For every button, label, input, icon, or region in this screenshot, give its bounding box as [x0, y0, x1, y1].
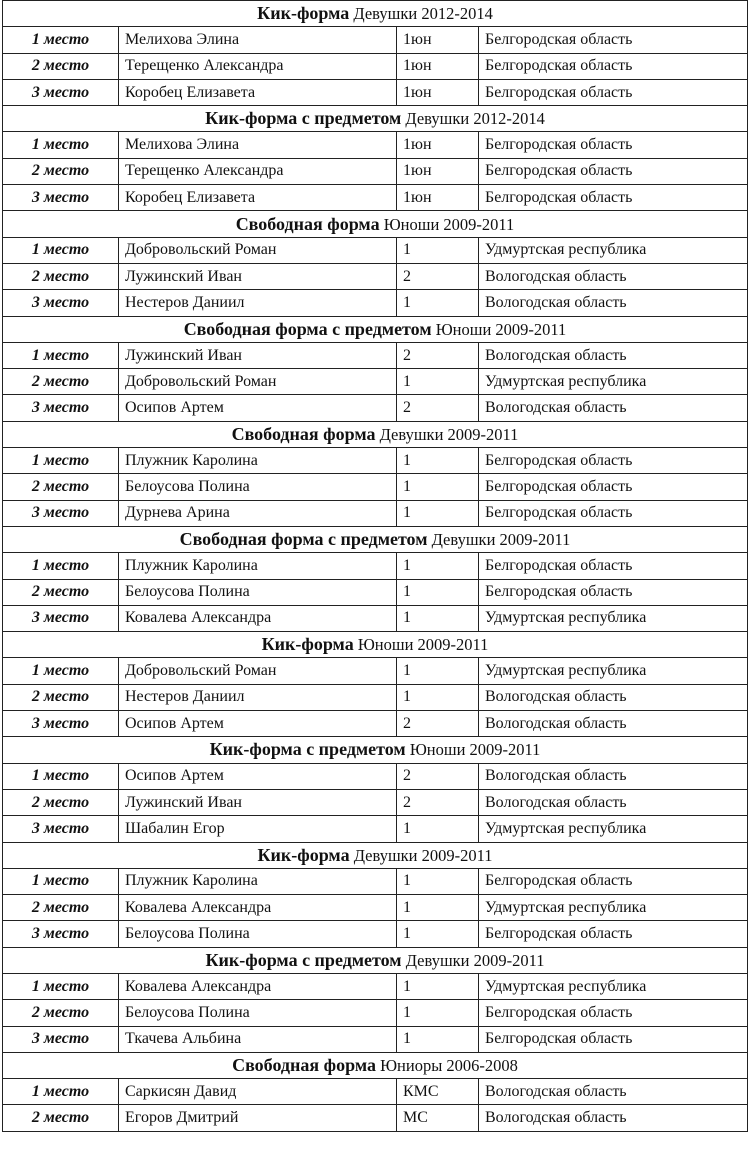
place-cell: 1 место	[3, 1079, 119, 1105]
category-header-row	[3, 947, 748, 973]
result-row	[3, 1105, 748, 1131]
result-row	[3, 1000, 748, 1026]
sport-rank-cell: 1	[397, 290, 479, 316]
sport-rank-cell: 2	[397, 342, 479, 368]
athlete-name-cell: Лужинский Иван	[119, 342, 397, 368]
athlete-name-cell: Белоусова Полина	[119, 921, 397, 947]
place-cell: 1 место	[3, 658, 119, 684]
region-cell: Удмуртская республика	[479, 973, 748, 999]
place-cell: 2 место	[3, 684, 119, 710]
place-cell: 3 место	[3, 79, 119, 105]
sport-rank-cell: 1	[397, 973, 479, 999]
region-cell: Белгородская область	[479, 1026, 748, 1052]
place-cell: 3 место	[3, 1026, 119, 1052]
result-row	[3, 237, 748, 263]
category-group: Юноши 2009-2011	[409, 740, 541, 760]
result-row	[3, 263, 748, 289]
athlete-name-cell: Терещенко Александра	[119, 158, 397, 184]
sport-rank-cell: МС	[397, 1105, 479, 1131]
category-header-row	[3, 1052, 748, 1078]
place-cell: 1 место	[3, 973, 119, 999]
category-header	[3, 316, 748, 342]
athlete-name-cell: Коробец Елизавета	[119, 79, 397, 105]
region-cell: Белгородская область	[479, 185, 748, 211]
result-row	[3, 789, 748, 815]
region-cell: Удмуртская республика	[479, 237, 748, 263]
athlete-name-cell: Плужник Каролина	[119, 448, 397, 474]
region-cell: Удмуртская республика	[479, 658, 748, 684]
place-cell: 2 место	[3, 789, 119, 815]
category-header	[3, 1052, 748, 1078]
athlete-name-cell: Дурнева Арина	[119, 500, 397, 526]
athlete-name-cell: Егоров Дмитрий	[119, 1105, 397, 1131]
region-cell: Вологодская область	[479, 395, 748, 421]
place-cell: 2 место	[3, 158, 119, 184]
category-title: Кик-форма с предметом	[205, 949, 402, 970]
category-header-row	[3, 737, 748, 763]
region-cell: Белгородская область	[479, 500, 748, 526]
region-cell: Вологодская область	[479, 684, 748, 710]
category-group: Юноши 2009-2011	[435, 319, 567, 339]
athlete-name-cell: Нестеров Даниил	[119, 684, 397, 710]
place-cell: 2 место	[3, 895, 119, 921]
place-cell: 3 место	[3, 605, 119, 631]
category-header-row	[3, 421, 748, 447]
sport-rank-cell: 1	[397, 369, 479, 395]
category-title: Свободная форма с предметом	[179, 529, 428, 550]
athlete-name-cell: Ковалева Александра	[119, 605, 397, 631]
region-cell: Белгородская область	[479, 158, 748, 184]
category-header	[3, 421, 748, 447]
sport-rank-cell: 1юн	[397, 53, 479, 79]
region-cell: Удмуртская республика	[479, 816, 748, 842]
category-header-row	[3, 106, 748, 132]
region-cell: Белгородская область	[479, 921, 748, 947]
place-cell: 2 место	[3, 1105, 119, 1131]
athlete-name-cell: Мелихова Элина	[119, 132, 397, 158]
result-row	[3, 53, 748, 79]
results-table	[2, 0, 748, 1132]
sport-rank-cell: 1	[397, 658, 479, 684]
athlete-name-cell: Лужинский Иван	[119, 789, 397, 815]
athlete-name-cell: Терещенко Александра	[119, 53, 397, 79]
region-cell: Белгородская область	[479, 27, 748, 53]
category-header-row	[3, 1, 748, 27]
place-cell: 1 место	[3, 868, 119, 894]
athlete-name-cell: Шабалин Егор	[119, 816, 397, 842]
result-row	[3, 1079, 748, 1105]
region-cell: Вологодская область	[479, 1079, 748, 1105]
place-cell: 2 место	[3, 263, 119, 289]
region-cell: Удмуртская республика	[479, 605, 748, 631]
result-row	[3, 132, 748, 158]
athlete-name-cell: Осипов Артем	[119, 763, 397, 789]
category-title: Кик-форма	[257, 3, 350, 24]
result-row	[3, 27, 748, 53]
region-cell: Вологодская область	[479, 1105, 748, 1131]
category-title: Свободная форма с предметом	[183, 318, 432, 339]
sport-rank-cell: 1юн	[397, 132, 479, 158]
category-header	[3, 632, 748, 658]
sport-rank-cell: 1юн	[397, 27, 479, 53]
place-cell: 2 место	[3, 1000, 119, 1026]
athlete-name-cell: Саркисян Давид	[119, 1079, 397, 1105]
region-cell: Вологодская область	[479, 342, 748, 368]
place-cell: 3 место	[3, 711, 119, 737]
place-cell: 3 место	[3, 816, 119, 842]
sport-rank-cell: 2	[397, 789, 479, 815]
region-cell: Белгородская область	[479, 1000, 748, 1026]
place-cell: 1 место	[3, 448, 119, 474]
region-cell: Вологодская область	[479, 290, 748, 316]
athlete-name-cell: Коробец Елизавета	[119, 185, 397, 211]
result-row	[3, 369, 748, 395]
category-title: Кик-форма с предметом	[209, 739, 406, 760]
region-cell: Удмуртская республика	[479, 895, 748, 921]
athlete-name-cell: Ткачева Альбина	[119, 1026, 397, 1052]
sport-rank-cell: 2	[397, 763, 479, 789]
result-row	[3, 448, 748, 474]
result-row	[3, 921, 748, 947]
sport-rank-cell: 2	[397, 395, 479, 421]
sport-rank-cell: 1	[397, 816, 479, 842]
result-row	[3, 474, 748, 500]
athlete-name-cell: Нестеров Даниил	[119, 290, 397, 316]
sport-rank-cell: 1	[397, 237, 479, 263]
region-cell: Удмуртская республика	[479, 369, 748, 395]
place-cell: 1 место	[3, 237, 119, 263]
category-title: Свободная форма	[235, 213, 380, 234]
result-row	[3, 553, 748, 579]
category-header	[3, 211, 748, 237]
place-cell: 1 место	[3, 132, 119, 158]
place-cell: 1 место	[3, 763, 119, 789]
sport-rank-cell: 1	[397, 605, 479, 631]
result-row	[3, 158, 748, 184]
category-header-row	[3, 842, 748, 868]
place-cell: 3 место	[3, 921, 119, 947]
result-row	[3, 658, 748, 684]
results-body	[3, 1, 748, 1132]
result-row	[3, 973, 748, 999]
sport-rank-cell: 1	[397, 500, 479, 526]
sport-rank-cell: 1	[397, 684, 479, 710]
result-row	[3, 816, 748, 842]
sport-rank-cell: 1	[397, 895, 479, 921]
athlete-name-cell: Ковалева Александра	[119, 973, 397, 999]
place-cell: 1 место	[3, 342, 119, 368]
region-cell: Вологодская область	[479, 711, 748, 737]
category-header-row	[3, 526, 748, 552]
category-group: Девушки 2009-2011	[405, 950, 545, 970]
athlete-name-cell: Ковалева Александра	[119, 895, 397, 921]
category-header	[3, 1, 748, 27]
athlete-name-cell: Плужник Каролина	[119, 868, 397, 894]
athlete-name-cell: Белоусова Полина	[119, 1000, 397, 1026]
category-header	[3, 842, 748, 868]
category-title: Свободная форма	[232, 1055, 376, 1076]
place-cell: 2 место	[3, 369, 119, 395]
category-title: Свободная форма	[231, 423, 376, 444]
result-row	[3, 395, 748, 421]
category-group: Девушки 2012-2014	[405, 109, 545, 129]
result-row	[3, 711, 748, 737]
category-header	[3, 526, 748, 552]
sport-rank-cell: 1	[397, 579, 479, 605]
category-header-row	[3, 632, 748, 658]
result-row	[3, 1026, 748, 1052]
category-group: Девушки 2009-2011	[353, 845, 493, 865]
athlete-name-cell: Добровольский Роман	[119, 237, 397, 263]
sport-rank-cell: 1	[397, 1026, 479, 1052]
athlete-name-cell: Осипов Артем	[119, 711, 397, 737]
result-row	[3, 895, 748, 921]
result-row	[3, 684, 748, 710]
result-row	[3, 185, 748, 211]
place-cell: 3 место	[3, 500, 119, 526]
place-cell: 3 место	[3, 395, 119, 421]
sport-rank-cell: 1	[397, 448, 479, 474]
athlete-name-cell: Добровольский Роман	[119, 658, 397, 684]
result-row	[3, 579, 748, 605]
sport-rank-cell: 1юн	[397, 79, 479, 105]
place-cell: 2 место	[3, 579, 119, 605]
region-cell: Белгородская область	[479, 868, 748, 894]
athlete-name-cell: Белоусова Полина	[119, 579, 397, 605]
region-cell: Белгородская область	[479, 553, 748, 579]
athlete-name-cell: Лужинский Иван	[119, 263, 397, 289]
category-group: Девушки 2012-2014	[353, 4, 493, 24]
region-cell: Белгородская область	[479, 474, 748, 500]
result-row	[3, 79, 748, 105]
sport-rank-cell: КМС	[397, 1079, 479, 1105]
sport-rank-cell: 1	[397, 921, 479, 947]
category-header	[3, 947, 748, 973]
result-row	[3, 290, 748, 316]
category-group: Девушки 2009-2011	[379, 424, 519, 444]
place-cell: 3 место	[3, 290, 119, 316]
sport-rank-cell: 1	[397, 868, 479, 894]
sport-rank-cell: 2	[397, 711, 479, 737]
category-group: Девушки 2009-2011	[431, 530, 571, 550]
athlete-name-cell: Плужник Каролина	[119, 553, 397, 579]
result-row	[3, 500, 748, 526]
place-cell: 1 место	[3, 27, 119, 53]
region-cell: Вологодская область	[479, 263, 748, 289]
region-cell: Белгородская область	[479, 579, 748, 605]
region-cell: Белгородская область	[479, 448, 748, 474]
sport-rank-cell: 1	[397, 474, 479, 500]
region-cell: Белгородская область	[479, 79, 748, 105]
result-row	[3, 342, 748, 368]
region-cell: Вологодская область	[479, 763, 748, 789]
result-row	[3, 868, 748, 894]
place-cell: 2 место	[3, 53, 119, 79]
result-row	[3, 763, 748, 789]
athlete-name-cell: Осипов Артем	[119, 395, 397, 421]
sport-rank-cell: 1	[397, 553, 479, 579]
place-cell: 3 место	[3, 185, 119, 211]
category-group: Юноши 2009-2011	[383, 214, 515, 234]
sport-rank-cell: 1юн	[397, 158, 479, 184]
category-group: Юниоры 2006-2008	[380, 1056, 518, 1076]
category-title: Кик-форма с предметом	[205, 108, 402, 129]
athlete-name-cell: Мелихова Элина	[119, 27, 397, 53]
category-title: Кик-форма	[257, 844, 350, 865]
athlete-name-cell: Добровольский Роман	[119, 369, 397, 395]
athlete-name-cell: Белоусова Полина	[119, 474, 397, 500]
sport-rank-cell: 2	[397, 263, 479, 289]
category-header-row	[3, 211, 748, 237]
category-header-row	[3, 316, 748, 342]
category-title: Кик-форма	[261, 634, 354, 655]
place-cell: 1 место	[3, 553, 119, 579]
category-header	[3, 106, 748, 132]
result-row	[3, 605, 748, 631]
category-header	[3, 737, 748, 763]
sport-rank-cell: 1юн	[397, 185, 479, 211]
category-group: Юноши 2009-2011	[357, 635, 489, 655]
region-cell: Вологодская область	[479, 789, 748, 815]
sport-rank-cell: 1	[397, 1000, 479, 1026]
region-cell: Белгородская область	[479, 53, 748, 79]
place-cell: 2 место	[3, 474, 119, 500]
region-cell: Белгородская область	[479, 132, 748, 158]
